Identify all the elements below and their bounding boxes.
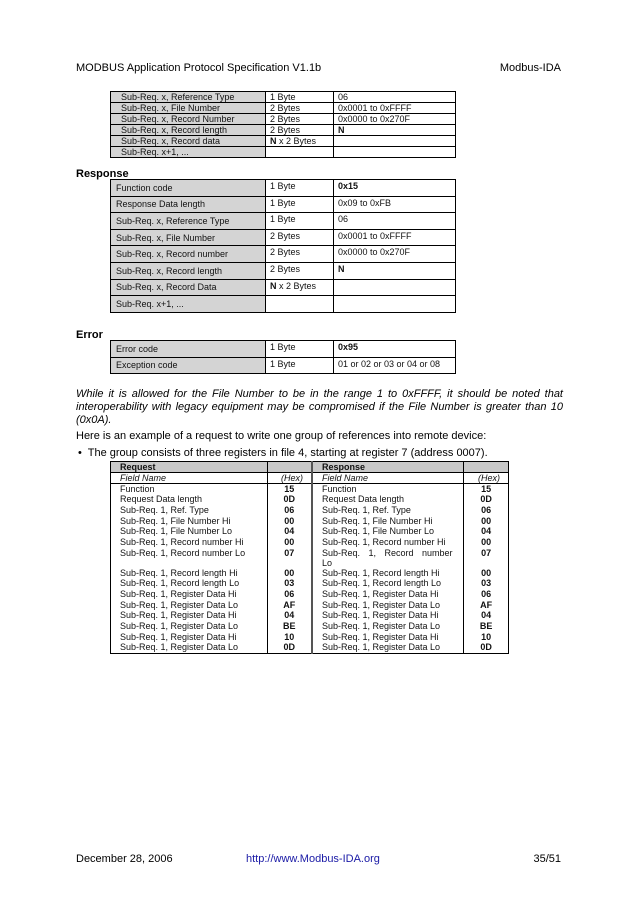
example-header-row [111, 462, 509, 473]
size-cell: 1 Byte [266, 357, 334, 374]
table-row [111, 103, 456, 114]
page-number: 35/51 [533, 853, 561, 865]
table-row [111, 180, 456, 197]
response-field-cell: Sub-Req. 1, Register Data Hi [312, 632, 464, 643]
example-row [111, 589, 509, 600]
response-field-cell: Sub-Req. 1, Record length Lo [312, 578, 464, 589]
response-hex-cell: BE [464, 621, 509, 632]
response-field-cell: Sub-Req. 1, Record number Hi [312, 537, 464, 548]
example-row [111, 621, 509, 632]
request-hex-cell: 0D [267, 642, 312, 653]
field-name-cell: Sub-Req. x+1, ... [111, 147, 266, 158]
field-name-cell: Sub-Req. x, Record data [111, 136, 266, 147]
response-field-cell: Sub-Req. 1, Record number Lo [312, 548, 464, 568]
example-row [111, 484, 509, 495]
response-hex-cell: 03 [464, 578, 509, 589]
size-cell: N x 2 Bytes [266, 279, 334, 296]
field-name-cell: Sub-Req. x, Record number [111, 246, 266, 263]
value-cell: 0x0001 to 0xFFFF [334, 103, 456, 114]
field-name-cell: Sub-Req. x+1, ... [111, 296, 266, 313]
request-hex-cell: 00 [267, 537, 312, 548]
example-row [111, 610, 509, 621]
hex-label: (Hex) [464, 473, 509, 484]
table-row [111, 357, 456, 374]
field-name-cell: Sub-Req. x, File Number [111, 103, 266, 114]
request-field-cell: Sub-Req. 1, Register Data Lo [111, 642, 268, 653]
size-cell: 1 Byte [266, 92, 334, 103]
hex-label: (Hex) [267, 473, 312, 484]
example-row [111, 537, 509, 548]
response-field-cell: Sub-Req. 1, Register Data Lo [312, 621, 464, 632]
request-hex-cell: 06 [267, 589, 312, 600]
response-hex-cell: 00 [464, 537, 509, 548]
size-cell [266, 147, 334, 158]
field-name-cell: Function code [111, 180, 266, 197]
response-hex-cell: 10 [464, 632, 509, 643]
request-field-cell: Function [111, 484, 268, 495]
bullet-glyph: • [78, 447, 88, 459]
request-field-cell: Sub-Req. 1, Register Data Hi [111, 632, 268, 643]
size-cell: N x 2 Bytes [266, 136, 334, 147]
page-header [76, 62, 561, 74]
request-field-cell: Sub-Req. 1, Record number Hi [111, 537, 268, 548]
field-name-cell: Sub-Req. x, Record length [111, 262, 266, 279]
example-bullet [76, 447, 563, 460]
response-field-cell: Sub-Req. 1, File Number Hi [312, 516, 464, 527]
field-name-cell: Exception code [111, 357, 266, 374]
response-heading: Response [76, 168, 129, 180]
value-cell: 06 [334, 213, 456, 230]
response-hex-cell: 00 [464, 568, 509, 579]
request-field-cell: Sub-Req. 1, Record length Hi [111, 568, 268, 579]
table-row [111, 196, 456, 213]
request-hex-cell: 00 [267, 516, 312, 527]
table-row [111, 341, 456, 358]
response-hex-cell: 06 [464, 505, 509, 516]
field-name-cell: Sub-Req. x, Record Data [111, 279, 266, 296]
field-name-cell: Sub-Req. x, Reference Type [111, 92, 266, 103]
field-name-cell: Error code [111, 341, 266, 358]
request-hex-cell: 00 [267, 568, 312, 579]
field-name-cell: Sub-Req. x, File Number [111, 229, 266, 246]
value-cell: 0x0001 to 0xFFFF [334, 229, 456, 246]
response-table [110, 179, 456, 313]
value-cell: N [334, 125, 456, 136]
request-hex-cell: 10 [267, 632, 312, 643]
error-heading: Error [76, 329, 103, 341]
size-cell: 1 Byte [266, 180, 334, 197]
response-field-cell: Sub-Req. 1, Register Data Lo [312, 642, 464, 653]
response-hex-cell: AF [464, 600, 509, 611]
value-cell: 0x0000 to 0x270F [334, 114, 456, 125]
value-cell [334, 136, 456, 147]
value-cell: 01 or 02 or 03 or 04 or 08 [334, 357, 456, 374]
table-row [111, 262, 456, 279]
response-hex-cell: 00 [464, 516, 509, 527]
value-cell [334, 296, 456, 313]
request-field-cell: Sub-Req. 1, File Number Hi [111, 516, 268, 527]
request-field-cell: Sub-Req. 1, Register Data Hi [111, 610, 268, 621]
response-hex-cell: 0D [464, 642, 509, 653]
field-name-cell: Sub-Req. x, Record Number [111, 114, 266, 125]
field-name-cell: Sub-Req. x, Record length [111, 125, 266, 136]
example-row [111, 600, 509, 611]
request-hex-cell: 07 [267, 548, 312, 568]
footer-link[interactable]: http://www.Modbus-IDA.org [246, 853, 380, 865]
table-row [111, 114, 456, 125]
response-field-cell: Sub-Req. 1, Ref. Type [312, 505, 464, 516]
request-hex-cell: 06 [267, 505, 312, 516]
field-name-cell: Sub-Req. x, Reference Type [111, 213, 266, 230]
request-continuation-table [110, 91, 456, 158]
response-field-cell: Request Data length [312, 494, 464, 505]
request-hex-cell: 0D [267, 494, 312, 505]
example-row [111, 642, 509, 653]
value-cell: 0x95 [334, 341, 456, 358]
size-cell: 2 Bytes [266, 125, 334, 136]
size-cell: 2 Bytes [266, 246, 334, 263]
response-column-label: Response [312, 462, 464, 473]
request-field-cell: Sub-Req. 1, Register Data Lo [111, 621, 268, 632]
example-row [111, 548, 509, 568]
value-cell [334, 147, 456, 158]
request-field-cell: Sub-Req. 1, Register Data Lo [111, 600, 268, 611]
table-row [111, 229, 456, 246]
table-row [111, 246, 456, 263]
request-field-cell: Request Data length [111, 494, 268, 505]
response-hex-cell: 0D [464, 494, 509, 505]
field-name-cell: Response Data length [111, 196, 266, 213]
size-cell: 1 Byte [266, 196, 334, 213]
size-cell: 2 Bytes [266, 114, 334, 125]
example-row [111, 632, 509, 643]
request-hex-cell: AF [267, 600, 312, 611]
document-title: MODBUS Application Protocol Specification V1.1b [76, 62, 322, 74]
request-hex-cell: 04 [267, 526, 312, 537]
response-field-cell: Sub-Req. 1, Register Data Hi [312, 610, 464, 621]
field-name-label: Field Name [111, 473, 268, 484]
request-hex-cell: BE [267, 621, 312, 632]
table-row [111, 92, 456, 103]
table-row [111, 136, 456, 147]
table-row [111, 279, 456, 296]
size-cell: 2 Bytes [266, 229, 334, 246]
value-cell: 0x09 to 0xFB [334, 196, 456, 213]
value-cell [334, 279, 456, 296]
request-field-cell: Sub-Req. 1, Record length Lo [111, 578, 268, 589]
example-row [111, 494, 509, 505]
example-table [110, 461, 509, 654]
request-field-cell: Sub-Req. 1, Register Data Hi [111, 589, 268, 600]
footer-date: December 28, 2006 [76, 853, 173, 865]
response-field-cell: Sub-Req. 1, Register Data Lo [312, 600, 464, 611]
value-cell: 06 [334, 92, 456, 103]
example-intro: Here is an example of a request to write one group of references into remote device: [76, 430, 487, 442]
size-cell: 2 Bytes [266, 262, 334, 279]
request-hex-cell: 03 [267, 578, 312, 589]
example-subheader-row [111, 473, 509, 484]
organization-name: Modbus-IDA [499, 62, 561, 74]
request-hex-cell: 15 [267, 484, 312, 495]
table-row [111, 125, 456, 136]
response-hex-cell: 07 [464, 548, 509, 568]
response-hex-cell: 06 [464, 589, 509, 600]
response-hex-cell: 04 [464, 526, 509, 537]
request-field-cell: Sub-Req. 1, Ref. Type [111, 505, 268, 516]
table-row [111, 147, 456, 158]
example-row [111, 526, 509, 537]
request-field-cell: Sub-Req. 1, Record number Lo [111, 548, 268, 568]
size-cell: 1 Byte [266, 341, 334, 358]
response-hex-cell: 15 [464, 484, 509, 495]
example-row [111, 568, 509, 579]
value-cell: 0x15 [334, 180, 456, 197]
table-row [111, 296, 456, 313]
response-field-cell: Sub-Req. 1, Record length Hi [312, 568, 464, 579]
size-cell: 2 Bytes [266, 103, 334, 114]
response-field-cell: Sub-Req. 1, File Number Lo [312, 526, 464, 537]
table-row [111, 213, 456, 230]
value-cell: N [334, 262, 456, 279]
field-name-label: Field Name [312, 473, 464, 484]
request-hex-cell: 04 [267, 610, 312, 621]
value-cell: 0x0000 to 0x270F [334, 246, 456, 263]
example-row [111, 578, 509, 589]
bullet-text: The group consists of three registers in file 4, starting at register 7 (address 0007). [87, 447, 488, 459]
example-row [111, 505, 509, 516]
file-number-note: While it is allowed for the File Number to be in the range 1 to 0xFFFF, it should be noted that interoperability with legacy equipment may be compromised if the File Number is greater than 10 (0x0A). [76, 388, 563, 426]
size-cell [266, 296, 334, 313]
error-table [110, 340, 456, 374]
response-field-cell: Function [312, 484, 464, 495]
request-column-label: Request [111, 462, 268, 473]
response-hex-cell: 04 [464, 610, 509, 621]
example-row [111, 516, 509, 527]
size-cell: 1 Byte [266, 213, 334, 230]
response-field-cell: Sub-Req. 1, Register Data Hi [312, 589, 464, 600]
request-field-cell: Sub-Req. 1, File Number Lo [111, 526, 268, 537]
